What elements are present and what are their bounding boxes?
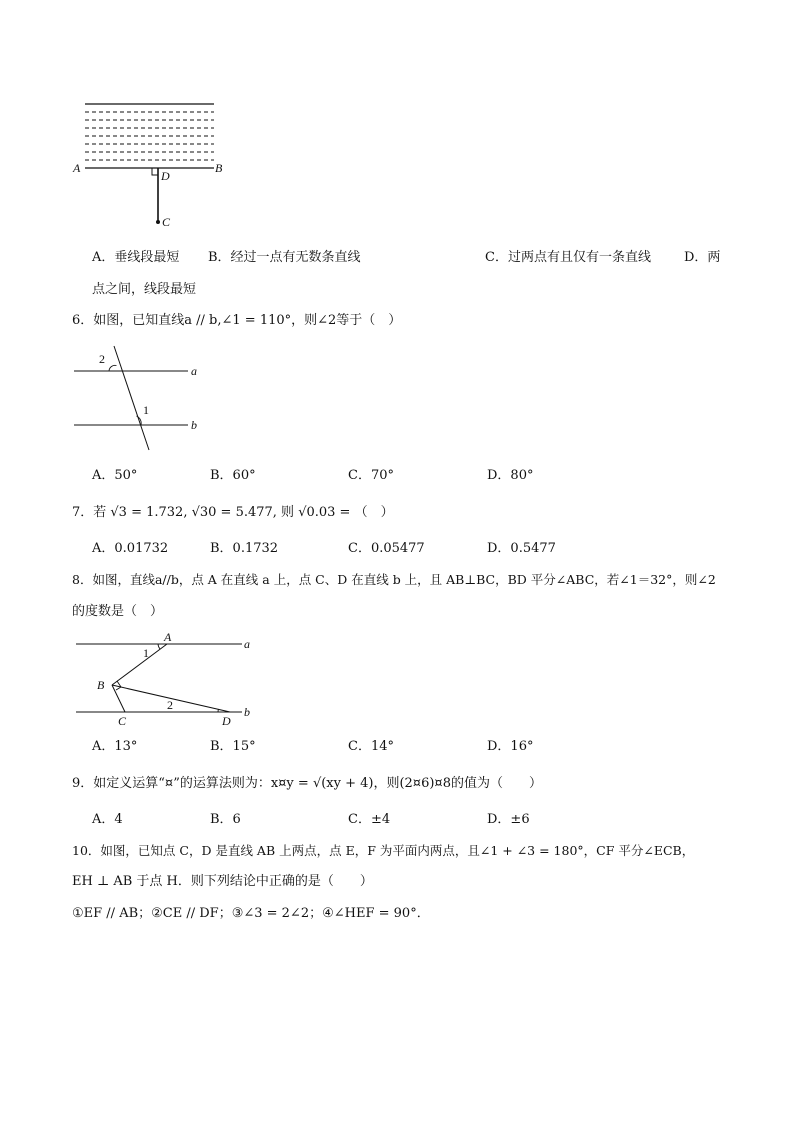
- angle-2-arc: [218, 709, 219, 712]
- q5-option-c[interactable]: C．过两点有且仅有一条直线: [485, 250, 651, 265]
- q9-option-c[interactable]: C．±4: [348, 812, 391, 827]
- label-C: C: [118, 714, 127, 728]
- q9-option-a[interactable]: A．4: [92, 812, 123, 827]
- q9-stem: 9．如定义运算“¤”的运算法则为：x¤y = √(xy + 4)，则(2¤6)¤8的值为（ ）: [72, 776, 542, 791]
- label-A: A: [73, 161, 81, 175]
- label-b: b: [244, 705, 250, 719]
- q6-figure: [70, 340, 210, 455]
- segment-AB: [112, 644, 167, 685]
- label-D: D: [222, 714, 231, 728]
- q6-stem: 6．如图，已知直线a // b,∠1 = 110°，则∠2等于（ ）: [72, 313, 402, 328]
- angle-1-arc: [158, 644, 160, 649]
- q5-option-d-continued: 点之间，线段最短: [92, 282, 197, 297]
- q6-option-c[interactable]: C．70°: [348, 468, 394, 483]
- q7-option-d[interactable]: D．0.5477: [487, 541, 556, 556]
- right-angle-mark: [152, 168, 158, 175]
- q10-stem-line2: EH ⊥ AB 于点 H．则下列结论中正确的是（ ）: [72, 874, 373, 889]
- label-angle-1: 1: [143, 403, 149, 417]
- label-D: D: [161, 169, 170, 183]
- q8-stem-line2: 的度数是（ ）: [72, 604, 164, 619]
- q6-option-d[interactable]: D．80°: [487, 468, 534, 483]
- label-A: A: [164, 630, 172, 644]
- label-angle-2: 2: [99, 352, 105, 366]
- angle-2-arc: [109, 365, 117, 371]
- q8-option-a[interactable]: A．13°: [92, 739, 138, 754]
- q7-option-b[interactable]: B．0.1732: [210, 541, 279, 556]
- q7-stem: 7．若 √3 = 1.732, √30 = 5.477, 则 √0.03 = （ ）: [72, 505, 394, 520]
- ruler-dashed-lines: [85, 112, 214, 160]
- right-angle-mark-B: [116, 681, 121, 690]
- point-C: [156, 220, 160, 224]
- q5-option-d[interactable]: D．两: [684, 250, 721, 265]
- q8-option-b[interactable]: B．15°: [210, 739, 256, 754]
- q8-option-c[interactable]: C．14°: [348, 739, 394, 754]
- q8-figure: [70, 628, 270, 728]
- q9-option-b[interactable]: B．6: [210, 812, 241, 827]
- q5-option-a[interactable]: A．垂线段最短: [92, 250, 180, 265]
- transversal: [114, 346, 149, 450]
- q10-stem-line3: ①EF // AB；②CE // DF；③∠3 = 2∠2；④∠HEF = 90°．: [72, 906, 430, 921]
- label-angle-2: 2: [167, 698, 173, 712]
- q5-option-b[interactable]: B．经过一点有无数条直线: [208, 250, 361, 265]
- label-angle-1: 1: [143, 646, 149, 660]
- label-a: a: [191, 364, 197, 378]
- label-b: b: [191, 418, 197, 432]
- q8-option-d[interactable]: D．16°: [487, 739, 534, 754]
- q7-option-c[interactable]: C．0.05477: [348, 541, 425, 556]
- q10-stem-line1: 10．如图，已知点 C，D 是直线 AB 上两点，点 E，F 为平面内两点，且∠1 + ∠3 = 180°，CF 平分∠ECB，: [72, 843, 695, 858]
- q9-option-d[interactable]: D．±6: [487, 812, 530, 827]
- q7-option-a[interactable]: A．0.01732: [92, 541, 169, 556]
- segment-BC: [112, 685, 125, 712]
- label-C: C: [162, 215, 171, 229]
- figure-perpendicular-ruler: [70, 98, 240, 233]
- label-a: a: [244, 637, 250, 651]
- q8-stem-line1: 8．如图，直线a//b，点 A 在直线 a 上，点 C、D 在直线 b 上，且 AB⊥BC，BD 平分∠ABC，若∠1＝32°，则∠2: [72, 572, 716, 587]
- label-B: B: [97, 678, 105, 692]
- label-B: B: [215, 161, 223, 175]
- q6-option-a[interactable]: A．50°: [92, 468, 138, 483]
- q6-option-b[interactable]: B．60°: [210, 468, 256, 483]
